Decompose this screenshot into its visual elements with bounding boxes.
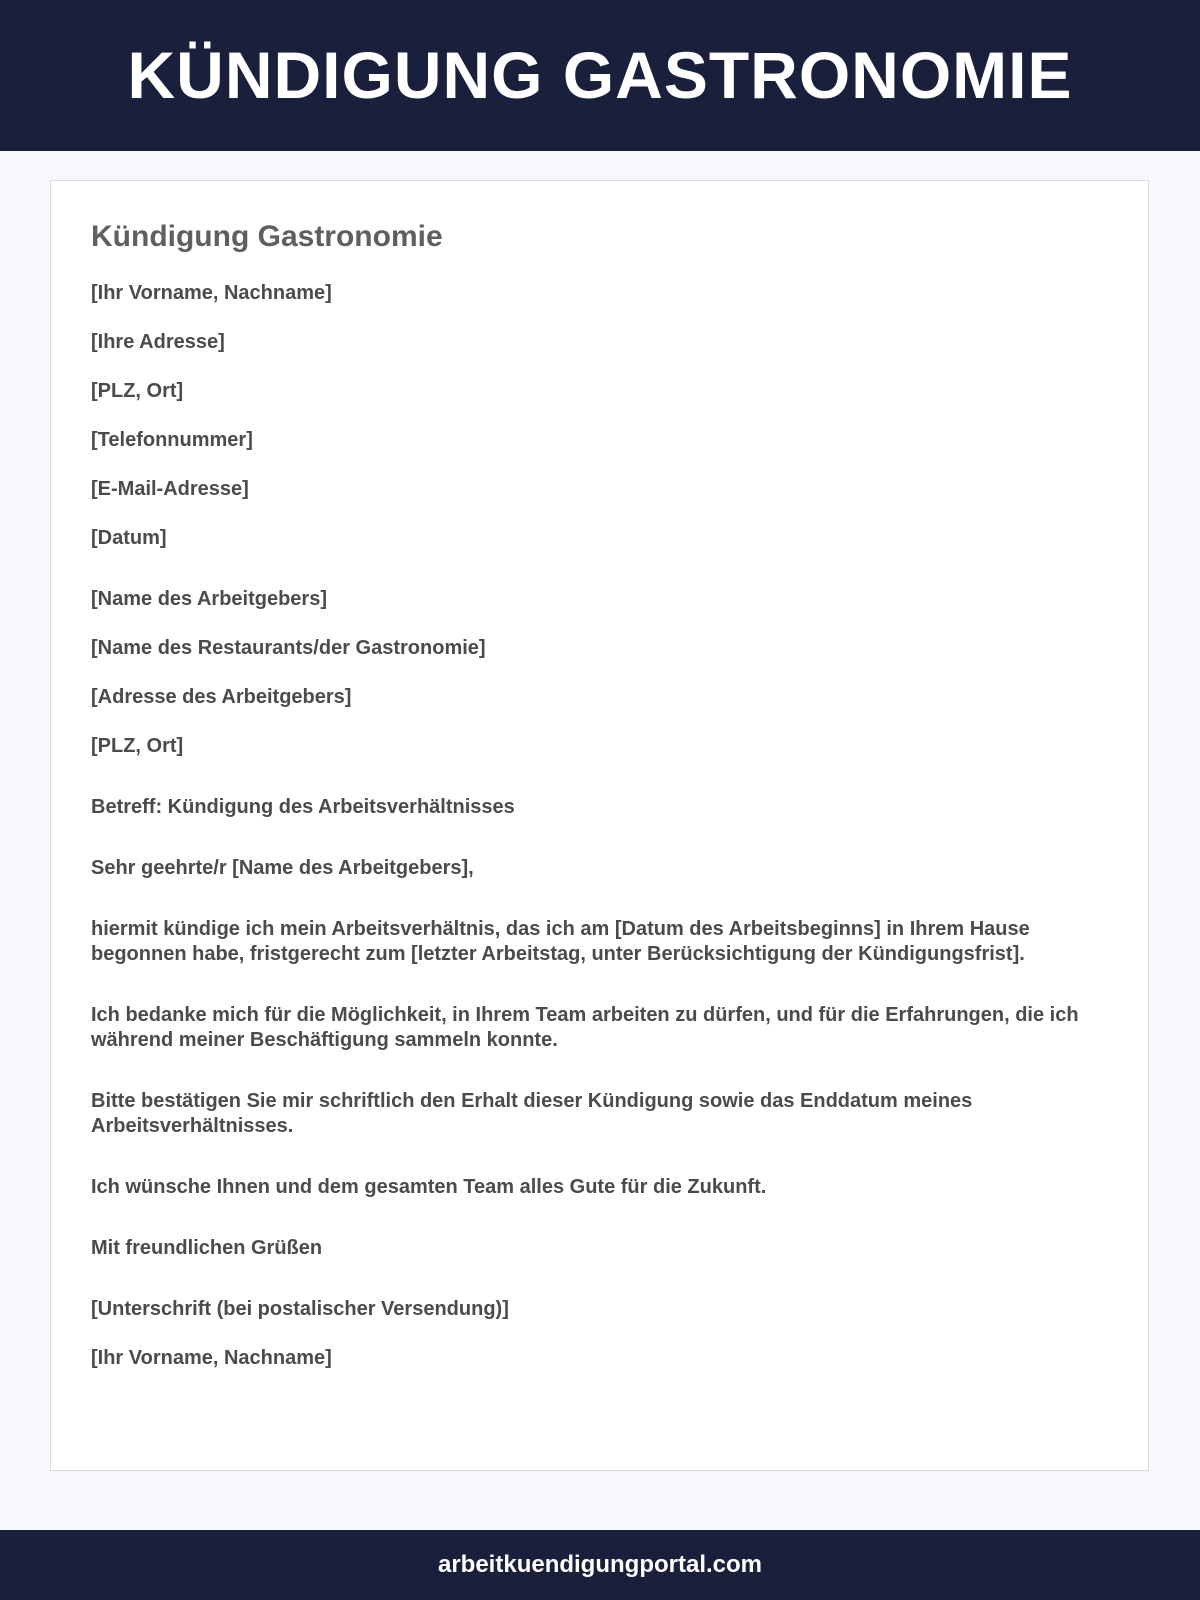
recipient-employer: [Name des Arbeitgebers] [91,588,327,610]
letter-paragraph: Ich bedanke mich für die Möglichkeit, in Ihrem Team arbeiten zu dürfen, und für die Erfahrungen, die ich während meiner Beschäftigung sammeln konnte. [91,1004,1079,1051]
page-heading: KÜNDIGUNG GASTRONOMIE [127,37,1073,112]
letter-title: Kündigung Gastronomie [91,220,443,253]
letter-signature: [Unterschrift (bei postalischer Versendung)] [91,1298,509,1320]
letter-paragraph: hiermit kündige ich mein Arbeitsverhältnis, das ich am [Datum des Arbeitsbeginns] in Ihrem Hause begonnen habe, fristgerecht zum [letzter Arbeitstag, unter Berücksichtigung der Kündigungsfrist]. [91,918,1030,965]
sender-address: [Ihre Adresse] [91,331,225,353]
page-header [0,0,1200,151]
page-footer [0,1530,1200,1600]
letter-subject: Betreff: Kündigung des Arbeitsverhältnisses [91,796,515,818]
recipient-restaurant: [Name des Restaurants/der Gastronomie] [91,637,486,659]
sender-email: [E-Mail-Adresse] [91,478,249,500]
signature-name: [Ihr Vorname, Nachname] [91,1347,332,1369]
letter-card [50,180,1149,1471]
sender-city: [PLZ, Ort] [91,380,184,402]
letter-date: [Datum] [91,527,167,549]
footer-website: arbeitkuendigungportal.com [437,1551,763,1578]
recipient-city: [PLZ, Ort] [91,735,184,757]
letter-paragraph: Bitte bestätigen Sie mir schriftlich den Erhalt dieser Kündigung sowie das Enddatum meines Arbeitsverhältnisses. [91,1090,973,1137]
letter-paragraph: Ich wünsche Ihnen und dem gesamten Team alles Gute für die Zukunft. [91,1176,767,1198]
sender-phone: [Telefonnummer] [91,429,253,451]
letter-closing: Mit freundlichen Grüßen [91,1237,323,1259]
sender-name: [Ihr Vorname, Nachname] [91,282,332,304]
letter-salutation: Sehr geehrte/r [Name des Arbeitgebers], [91,857,474,879]
recipient-address: [Adresse des Arbeitgebers] [91,686,352,708]
